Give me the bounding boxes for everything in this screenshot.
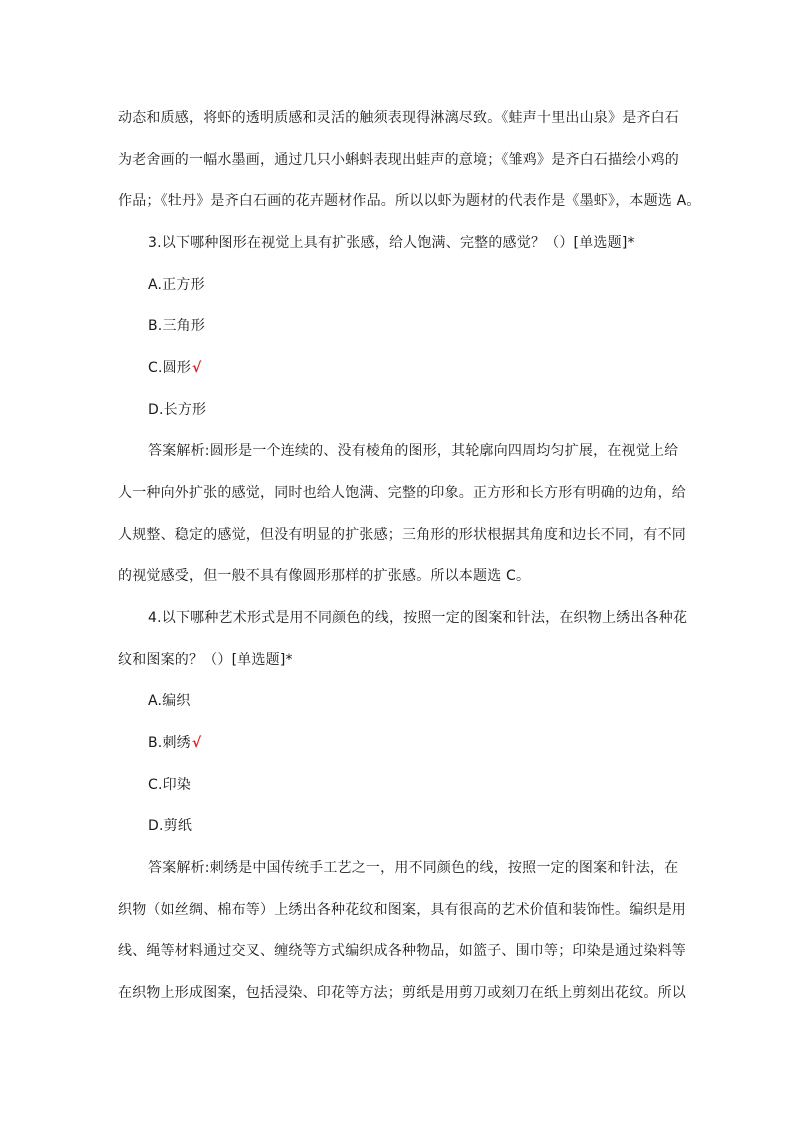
option-label: A.正方形 xyxy=(148,277,205,293)
option-label: A.编织 xyxy=(148,693,191,709)
q3-analysis-line: 人一种向外扩张的感觉，同时也给人饱满、完整的印象。正方形和长方形有明确的边角，给 xyxy=(118,485,686,501)
question-4-text: 纹和图案的？（）[单选题]* xyxy=(118,652,293,668)
option-label: D.剪纸 xyxy=(148,818,193,834)
question-3-text: 3.以下哪种图形在视觉上具有扩张感，给人饱满、完整的感觉？（）[单选题]* xyxy=(148,235,635,251)
q4-analysis-line: 在织物上形成图案，包括浸染、印花等方法；剪纸是用剪刀或刻刀在纸上剪刻出花纹。所以 xyxy=(118,985,686,1001)
question-4-text: 4.以下哪种艺术形式是用不同颜色的线，按照一定的图案和针法，在织物上绣出各种花 xyxy=(148,610,688,626)
option-label: C.圆形 xyxy=(148,360,192,376)
option-label: B.三角形 xyxy=(148,318,206,334)
q3-analysis-line: 的视觉感受，但一般不具有像圆形那样的扩张感。所以本题选 C。 xyxy=(118,568,531,584)
q4-analysis-line: 织物（如丝绸、棉布等）上绣出各种花纹和图案，具有很高的艺术价值和装饰性。编织是用 xyxy=(118,902,686,918)
q3-analysis-line: 答案解析:圆形是一个连续的、没有棱角的图形，其轮廓向四周均匀扩展，在视觉上给 xyxy=(148,443,679,459)
q3-option-c xyxy=(148,358,708,378)
option-label: C.印染 xyxy=(148,777,192,793)
q4-option-c xyxy=(148,775,708,795)
q3-option-d xyxy=(148,400,708,420)
q4-analysis-line: 答案解析:刺绣是中国传统手工艺之一，用不同颜色的线，按照一定的图案和针法，在 xyxy=(148,860,679,876)
option-label: D.长方形 xyxy=(148,402,207,418)
option-label: B.刺绣 xyxy=(148,735,191,751)
q4-option-b xyxy=(148,733,708,753)
q3-analysis-line: 人规整、稳定的感觉，但没有明显的扩张感；三角形的形状根据其角度和边长不同，有不同 xyxy=(118,527,686,543)
q3-option-b xyxy=(148,316,708,336)
correct-check-icon: √ xyxy=(191,735,202,751)
paragraph-line: 动态和质感，将虾的透明质感和灵活的触须表现得淋漓尽致。《蛙声十里出山泉》是齐白石 xyxy=(118,110,679,126)
q4-option-a xyxy=(148,691,708,711)
q4-analysis-line: 线、绳等材料通过交叉、缠绕等方式编织成各种物品，如篮子、围巾等；印染是通过染料等 xyxy=(118,943,686,959)
q4-option-d xyxy=(148,816,708,836)
q3-option-a xyxy=(148,275,708,295)
paragraph-line: 作品；《牡丹》是齐白石画的花卉题材作品。所以以虾为题材的代表作是《墨虾》，本题选 A。 xyxy=(118,193,701,209)
paragraph-line: 为老舍画的一幅水墨画，通过几只小蝌蚪表现出蛙声的意境；《雏鸡》是齐白石描绘小鸡的 xyxy=(118,152,679,168)
correct-check-icon: √ xyxy=(192,360,202,376)
